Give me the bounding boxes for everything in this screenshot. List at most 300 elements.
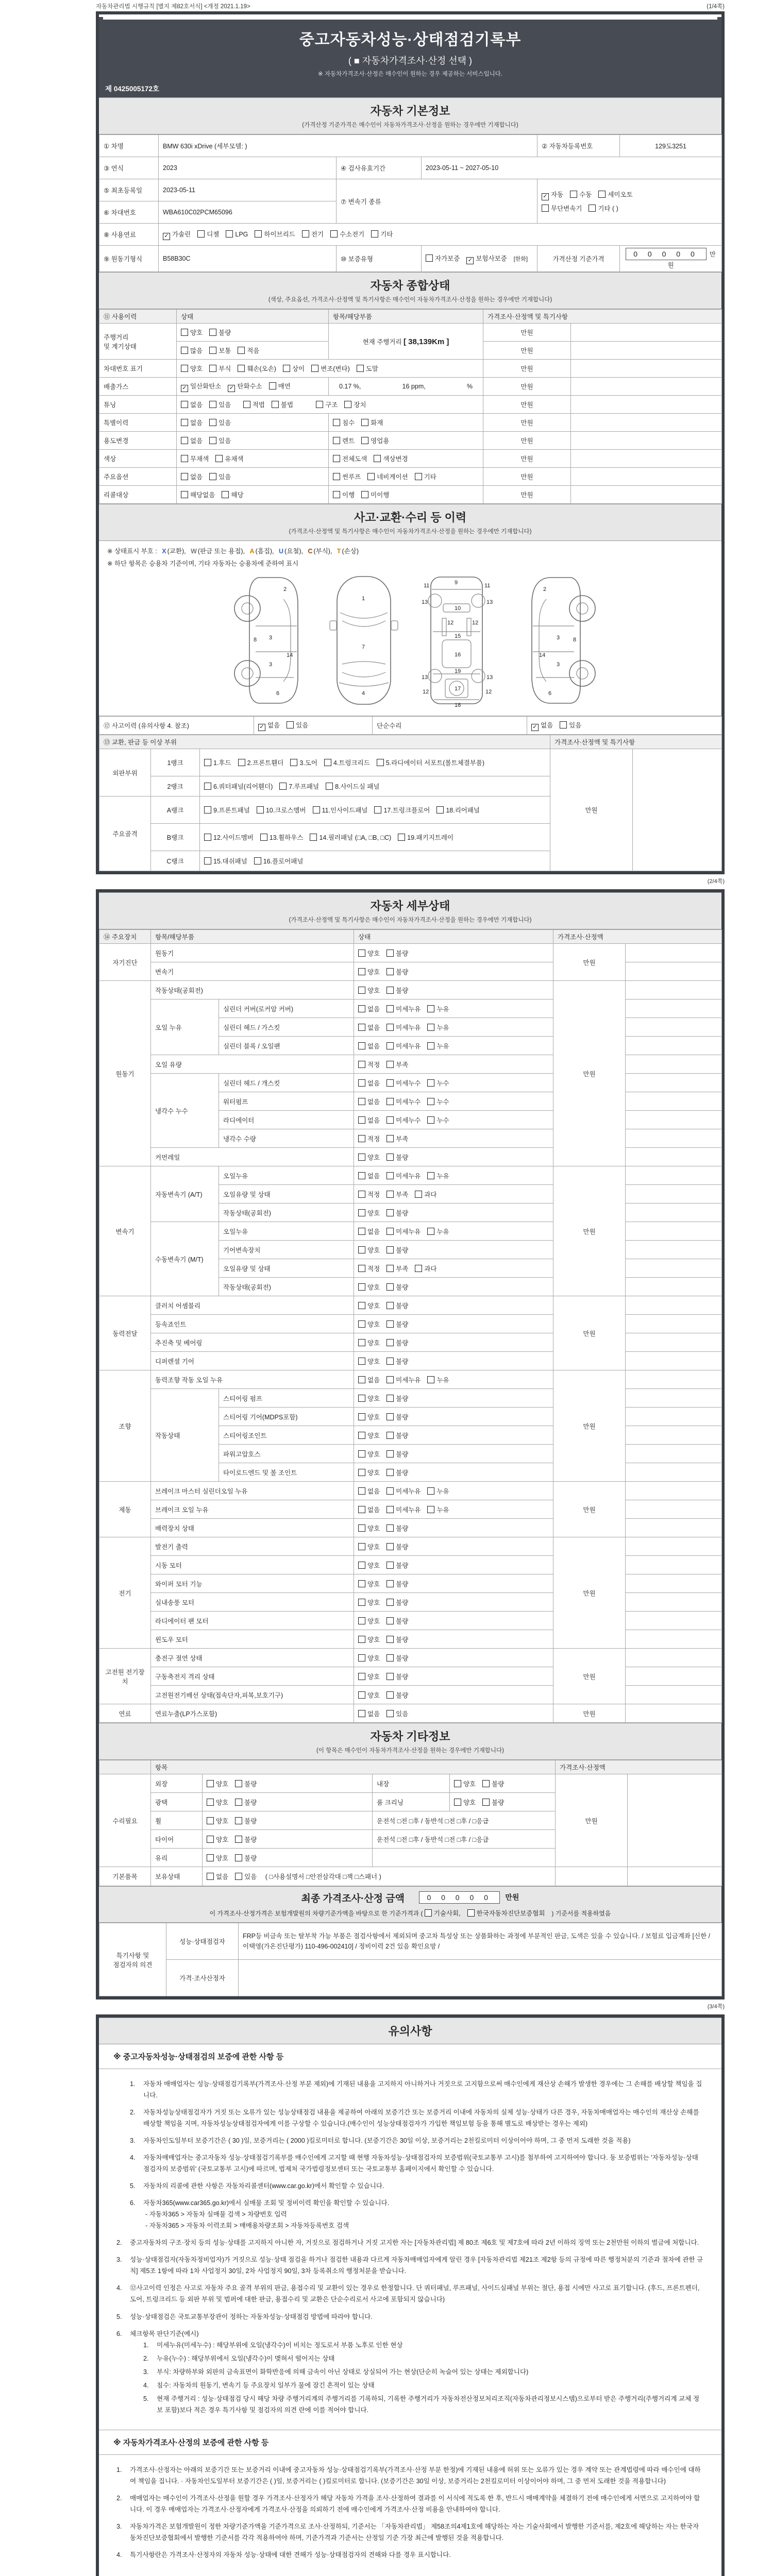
checkbox-option[interactable] (386, 1690, 408, 1700)
checkbox-option[interactable] (358, 1394, 380, 1403)
checkbox[interactable] (482, 1799, 490, 1806)
checkbox-option[interactable] (386, 1153, 408, 1162)
checkbox[interactable] (386, 1283, 394, 1291)
checkbox[interactable] (386, 1506, 394, 1513)
checkbox[interactable] (386, 1079, 394, 1087)
checkbox[interactable] (358, 1042, 365, 1049)
checkbox-option[interactable] (226, 230, 248, 238)
checkbox[interactable] (255, 230, 262, 238)
checkbox[interactable] (386, 1580, 394, 1587)
checkbox[interactable] (386, 1599, 394, 1606)
checkbox[interactable] (358, 1320, 365, 1328)
checkbox-option[interactable] (333, 418, 355, 427)
checkbox-option[interactable] (235, 1779, 257, 1788)
checkbox-option[interactable] (344, 400, 366, 409)
checkbox[interactable] (386, 1691, 394, 1699)
checkbox[interactable] (386, 1432, 394, 1439)
checkbox-option[interactable] (358, 1319, 380, 1329)
checkbox-option[interactable] (358, 1523, 380, 1533)
checkbox[interactable] (386, 1636, 394, 1643)
checkbox-option[interactable] (427, 1023, 449, 1032)
checkbox-option[interactable] (386, 1115, 421, 1125)
checkbox[interactable] (209, 437, 216, 444)
checkbox-option[interactable] (181, 364, 203, 373)
checkbox-option[interactable] (386, 1338, 408, 1347)
checkbox[interactable] (287, 721, 294, 728)
checkbox[interactable] (386, 1061, 394, 1068)
checkbox[interactable]: ✓ (163, 233, 170, 240)
checkbox-option[interactable] (357, 364, 378, 373)
checkbox-option[interactable] (238, 346, 259, 355)
checkbox-option[interactable] (235, 1853, 257, 1862)
checkbox-option[interactable] (207, 1779, 228, 1788)
checkbox[interactable] (207, 1799, 214, 1806)
checkbox-option[interactable] (283, 364, 305, 373)
checkbox-option[interactable] (386, 1060, 408, 1069)
checkbox[interactable] (238, 759, 245, 766)
checkbox-option[interactable] (415, 1190, 436, 1199)
checkbox-option[interactable] (398, 833, 453, 842)
checkbox[interactable] (358, 1116, 365, 1124)
checkbox-option[interactable] (204, 758, 231, 767)
checkbox-option[interactable] (386, 1598, 408, 1607)
checkbox[interactable] (386, 1209, 394, 1216)
checkbox[interactable] (427, 1024, 434, 1031)
checkbox[interactable] (358, 1432, 365, 1439)
checkbox[interactable] (386, 1413, 394, 1420)
checkbox[interactable] (374, 806, 381, 814)
checkbox-option[interactable] (235, 1835, 257, 1844)
checkbox[interactable] (333, 473, 340, 480)
checkbox[interactable] (386, 1302, 394, 1309)
checkbox[interactable] (207, 1817, 214, 1824)
checkbox[interactable] (358, 1562, 365, 1569)
checkbox[interactable] (386, 1135, 394, 1142)
checkbox[interactable] (358, 1524, 365, 1532)
checkbox-option[interactable] (358, 1245, 380, 1255)
checkbox[interactable] (482, 1780, 490, 1787)
checkbox-option[interactable] (333, 472, 361, 481)
checkbox[interactable] (427, 1042, 434, 1049)
checkbox[interactable] (589, 205, 596, 212)
checkbox-option[interactable] (358, 1431, 380, 1440)
checkbox-option[interactable] (361, 436, 389, 445)
checkbox-option[interactable] (238, 364, 276, 373)
checkbox[interactable] (598, 191, 606, 198)
checkbox-option[interactable] (272, 400, 293, 409)
checkbox[interactable] (386, 1191, 394, 1198)
checkbox-option[interactable] (415, 472, 436, 481)
checkbox[interactable] (181, 401, 188, 408)
checkbox[interactable] (324, 759, 331, 766)
checkbox[interactable] (235, 1854, 242, 1861)
checkbox-option[interactable] (386, 1171, 421, 1180)
checkbox[interactable] (204, 783, 211, 790)
checkbox[interactable] (542, 205, 549, 212)
checkbox-option[interactable] (209, 400, 231, 409)
checkbox-option[interactable] (589, 204, 618, 213)
checkbox-option[interactable] (324, 758, 370, 767)
checkbox[interactable] (358, 1135, 365, 1142)
checkbox[interactable] (358, 1061, 365, 1068)
checkbox[interactable] (243, 401, 250, 408)
checkbox[interactable] (269, 382, 276, 389)
checkbox-option[interactable] (386, 1134, 408, 1143)
checkbox-option[interactable] (181, 472, 203, 481)
checkbox-option[interactable] (358, 1449, 380, 1459)
checkbox-option[interactable] (181, 418, 203, 427)
checkbox-option[interactable] (310, 833, 391, 842)
checkbox[interactable] (358, 1339, 365, 1346)
checkbox[interactable] (386, 1339, 394, 1346)
checkbox-option[interactable] (358, 1486, 380, 1496)
checkbox-option[interactable] (560, 720, 581, 730)
checkbox[interactable] (181, 491, 188, 498)
checkbox[interactable] (358, 1543, 365, 1550)
checkbox-option[interactable] (358, 1542, 380, 1551)
checkbox-option[interactable] (204, 782, 273, 791)
checkbox-option[interactable] (358, 1505, 380, 1514)
checkbox[interactable]: ✓ (228, 385, 235, 392)
checkbox-option[interactable] (358, 1004, 380, 1013)
checkbox[interactable] (204, 857, 211, 865)
checkbox-option[interactable] (386, 1468, 408, 1477)
checkbox[interactable] (358, 1617, 365, 1624)
checkbox-option[interactable] (386, 1190, 408, 1199)
checkbox[interactable] (181, 329, 188, 336)
checkbox-option[interactable] (255, 229, 295, 239)
checkbox[interactable] (290, 759, 297, 766)
checkbox-option[interactable] (333, 454, 367, 463)
checkbox[interactable] (358, 1487, 365, 1495)
checkbox-option[interactable] (386, 1672, 408, 1681)
checkbox[interactable] (386, 1376, 394, 1383)
checkbox-option[interactable] (386, 967, 408, 976)
checkbox-option[interactable] (215, 454, 243, 463)
checkbox-option[interactable] (222, 490, 243, 499)
checkbox-option[interactable] (386, 1542, 408, 1551)
checkbox[interactable] (358, 1005, 365, 1012)
checkbox[interactable] (427, 1487, 434, 1495)
checkbox-option[interactable] (181, 328, 203, 337)
checkbox-option[interactable] (258, 720, 280, 731)
checkbox-option[interactable] (386, 1375, 421, 1384)
checkbox-option[interactable] (358, 1227, 380, 1236)
checkbox[interactable] (358, 1691, 365, 1699)
checkbox-option[interactable] (436, 805, 480, 815)
checkbox-option[interactable] (598, 190, 632, 199)
checkbox-option[interactable] (209, 364, 231, 373)
checkbox[interactable] (204, 806, 211, 814)
checkbox[interactable] (386, 1116, 394, 1124)
checkbox[interactable] (427, 1005, 434, 1012)
checkbox-option[interactable] (358, 1468, 380, 1477)
checkbox-option[interactable] (358, 1264, 380, 1273)
checkbox[interactable] (357, 365, 364, 372)
checkbox[interactable] (427, 1079, 434, 1087)
checkbox-option[interactable] (386, 1505, 421, 1514)
checkbox[interactable] (358, 1376, 365, 1383)
checkbox-option[interactable] (386, 1449, 408, 1459)
checkbox-option[interactable] (290, 758, 317, 767)
checkbox[interactable] (371, 230, 378, 238)
checkbox-option[interactable] (358, 1023, 380, 1032)
checkbox[interactable] (386, 1228, 394, 1235)
checkbox[interactable] (386, 1098, 394, 1105)
checkbox[interactable] (358, 1710, 365, 1717)
checkbox[interactable] (358, 1265, 365, 1272)
checkbox[interactable] (238, 347, 245, 354)
checkbox[interactable] (386, 1543, 394, 1550)
checkbox-option[interactable] (207, 1798, 228, 1807)
checkbox[interactable]: ✓ (531, 724, 539, 731)
checkbox[interactable] (427, 1098, 434, 1105)
checkbox[interactable] (257, 806, 264, 814)
checkbox[interactable] (333, 419, 340, 426)
checkbox[interactable] (358, 1024, 365, 1031)
checkbox[interactable] (386, 1617, 394, 1624)
checkbox[interactable] (358, 1283, 365, 1291)
checkbox-option[interactable] (361, 418, 383, 427)
checkbox-option[interactable] (425, 1908, 461, 1918)
checkbox-option[interactable] (181, 436, 203, 445)
checkbox[interactable] (181, 347, 188, 354)
checkbox[interactable] (209, 365, 216, 372)
checkbox[interactable] (181, 365, 188, 372)
checkbox[interactable] (367, 473, 375, 480)
checkbox[interactable] (361, 419, 368, 426)
checkbox[interactable] (427, 1228, 434, 1235)
checkbox[interactable] (344, 401, 351, 408)
checkbox-option[interactable] (358, 1041, 380, 1050)
checkbox[interactable] (330, 230, 338, 238)
checkbox[interactable] (386, 1005, 394, 1012)
checkbox-option[interactable] (367, 472, 408, 481)
checkbox-option[interactable] (386, 1394, 408, 1403)
checkbox-option[interactable] (313, 805, 368, 815)
checkbox[interactable] (454, 1780, 461, 1787)
checkbox[interactable] (386, 1654, 394, 1662)
checkbox-option[interactable] (358, 948, 380, 958)
checkbox[interactable]: ✓ (466, 257, 474, 264)
checkbox[interactable] (560, 721, 567, 728)
checkbox-option[interactable] (209, 436, 231, 445)
checkbox[interactable] (358, 1469, 365, 1476)
checkbox-option[interactable] (330, 229, 364, 239)
checkbox-option[interactable] (358, 1282, 380, 1292)
checkbox-option[interactable] (243, 400, 265, 409)
checkbox[interactable] (386, 1042, 394, 1049)
checkbox[interactable] (425, 1909, 432, 1917)
checkbox[interactable] (272, 401, 279, 408)
checkbox[interactable] (426, 255, 433, 262)
checkbox[interactable] (386, 1524, 394, 1532)
checkbox-option[interactable] (279, 782, 319, 791)
checkbox-option[interactable] (326, 782, 379, 791)
checkbox-option[interactable] (386, 1078, 421, 1088)
checkbox[interactable] (358, 1413, 365, 1420)
checkbox[interactable] (254, 857, 261, 865)
checkbox[interactable] (386, 1358, 394, 1365)
checkbox[interactable] (570, 191, 577, 198)
checkbox[interactable] (427, 1172, 434, 1179)
checkbox[interactable] (313, 806, 320, 814)
checkbox[interactable] (358, 1636, 365, 1643)
checkbox[interactable] (358, 1098, 365, 1105)
checkbox[interactable] (333, 491, 340, 498)
checkbox[interactable] (386, 987, 394, 994)
checkbox[interactable] (415, 1265, 422, 1272)
checkbox[interactable] (358, 1506, 365, 1513)
checkbox[interactable] (427, 1116, 434, 1124)
checkbox[interactable] (358, 987, 365, 994)
checkbox[interactable] (358, 1673, 365, 1680)
checkbox-option[interactable] (358, 1357, 380, 1366)
checkbox-option[interactable] (358, 1635, 380, 1644)
checkbox[interactable] (386, 1024, 394, 1031)
checkbox-option[interactable] (415, 1264, 436, 1273)
checkbox-option[interactable] (467, 1908, 545, 1918)
checkbox[interactable] (358, 1191, 365, 1198)
checkbox-option[interactable] (531, 720, 553, 731)
checkbox[interactable] (358, 1302, 365, 1309)
checkbox-option[interactable] (386, 1041, 421, 1050)
checkbox[interactable] (386, 1562, 394, 1569)
checkbox-option[interactable] (207, 1853, 228, 1862)
checkbox-option[interactable] (163, 229, 191, 240)
checkbox-option[interactable] (358, 1190, 380, 1199)
checkbox-option[interactable] (427, 1227, 449, 1236)
checkbox-option[interactable] (181, 400, 203, 409)
checkbox[interactable] (207, 1873, 214, 1880)
checkbox-option[interactable] (358, 1171, 380, 1180)
checkbox-option[interactable] (358, 1078, 380, 1088)
checkbox[interactable] (209, 473, 216, 480)
checkbox[interactable] (358, 1172, 365, 1179)
checkbox-option[interactable] (358, 1672, 380, 1681)
checkbox-option[interactable] (302, 229, 324, 239)
checkbox-option[interactable] (235, 1798, 257, 1807)
checkbox-option[interactable] (386, 1357, 408, 1366)
checkbox[interactable] (427, 1506, 434, 1513)
checkbox-option[interactable] (386, 1653, 408, 1663)
checkbox-option[interactable] (427, 1004, 449, 1013)
checkbox-option[interactable] (358, 1412, 380, 1421)
checkbox[interactable] (386, 1246, 394, 1253)
checkbox[interactable] (386, 1154, 394, 1161)
checkbox-option[interactable] (358, 1208, 380, 1217)
checkbox[interactable] (235, 1799, 242, 1806)
checkbox[interactable] (386, 950, 394, 957)
checkbox[interactable] (386, 968, 394, 975)
checkbox-option[interactable] (358, 1709, 380, 1718)
checkbox-option[interactable] (269, 381, 291, 391)
checkbox-option[interactable] (358, 1653, 380, 1663)
checkbox-option[interactable] (358, 967, 380, 976)
checkbox-option[interactable] (358, 1579, 380, 1588)
checkbox-option[interactable] (386, 1709, 408, 1718)
checkbox[interactable] (181, 419, 188, 426)
checkbox[interactable] (386, 1673, 394, 1680)
checkbox[interactable] (238, 365, 245, 372)
checkbox-option[interactable] (257, 805, 306, 815)
checkbox-option[interactable] (427, 1375, 449, 1384)
checkbox[interactable] (386, 1265, 394, 1272)
checkbox-option[interactable] (427, 1097, 449, 1106)
checkbox-option[interactable] (181, 346, 203, 355)
checkbox-option[interactable] (254, 856, 304, 866)
checkbox[interactable] (333, 455, 340, 462)
checkbox-option[interactable] (386, 1282, 408, 1292)
checkbox-option[interactable] (358, 1134, 380, 1143)
checkbox[interactable] (226, 230, 233, 238)
checkbox-option[interactable] (358, 1153, 380, 1162)
checkbox-option[interactable] (260, 833, 304, 842)
checkbox-option[interactable] (361, 490, 389, 499)
checkbox-option[interactable] (386, 1264, 408, 1273)
checkbox[interactable] (310, 834, 317, 841)
checkbox-option[interactable] (386, 986, 408, 995)
checkbox-option[interactable] (204, 833, 254, 842)
checkbox-option[interactable] (542, 190, 563, 200)
checkbox-option[interactable] (358, 1690, 380, 1700)
checkbox-option[interactable] (358, 1375, 380, 1384)
checkbox-option[interactable] (386, 1004, 421, 1013)
checkbox-option[interactable] (311, 364, 350, 373)
checkbox-option[interactable] (482, 1798, 504, 1807)
checkbox[interactable] (181, 437, 188, 444)
checkbox-option[interactable] (333, 436, 355, 445)
checkbox[interactable] (467, 1909, 475, 1917)
checkbox-option[interactable] (287, 720, 308, 730)
checkbox-option[interactable] (371, 229, 393, 239)
checkbox[interactable] (358, 1580, 365, 1587)
checkbox-option[interactable] (316, 400, 338, 409)
checkbox-option[interactable] (386, 1579, 408, 1588)
checkbox[interactable] (358, 1395, 365, 1402)
checkbox[interactable] (358, 1358, 365, 1365)
checkbox[interactable] (377, 759, 384, 766)
checkbox-option[interactable] (207, 1835, 228, 1844)
checkbox-option[interactable] (209, 418, 231, 427)
checkbox-option[interactable] (209, 328, 231, 337)
checkbox[interactable] (374, 455, 381, 462)
checkbox-option[interactable] (181, 454, 209, 463)
checkbox-option[interactable] (374, 805, 430, 815)
checkbox[interactable] (386, 1469, 394, 1476)
checkbox-option[interactable] (358, 1097, 380, 1106)
checkbox[interactable]: ✓ (258, 724, 265, 731)
checkbox-option[interactable] (482, 1779, 504, 1788)
checkbox-option[interactable] (209, 346, 231, 355)
checkbox-option[interactable] (386, 1023, 421, 1032)
checkbox-option[interactable] (466, 253, 507, 264)
checkbox-option[interactable] (228, 381, 262, 392)
checkbox-option[interactable] (374, 454, 408, 463)
checkbox[interactable] (316, 401, 323, 408)
checkbox-option[interactable] (454, 1779, 476, 1788)
checkbox-option[interactable] (238, 758, 284, 767)
checkbox[interactable] (215, 455, 223, 462)
checkbox-option[interactable] (454, 1798, 476, 1807)
checkbox[interactable] (279, 783, 287, 790)
checkbox[interactable] (207, 1854, 214, 1861)
checkbox-option[interactable] (386, 1208, 408, 1217)
checkbox-option[interactable] (427, 1078, 449, 1088)
checkbox-option[interactable] (386, 1431, 408, 1440)
checkbox[interactable] (415, 473, 422, 480)
checkbox[interactable] (204, 759, 211, 766)
